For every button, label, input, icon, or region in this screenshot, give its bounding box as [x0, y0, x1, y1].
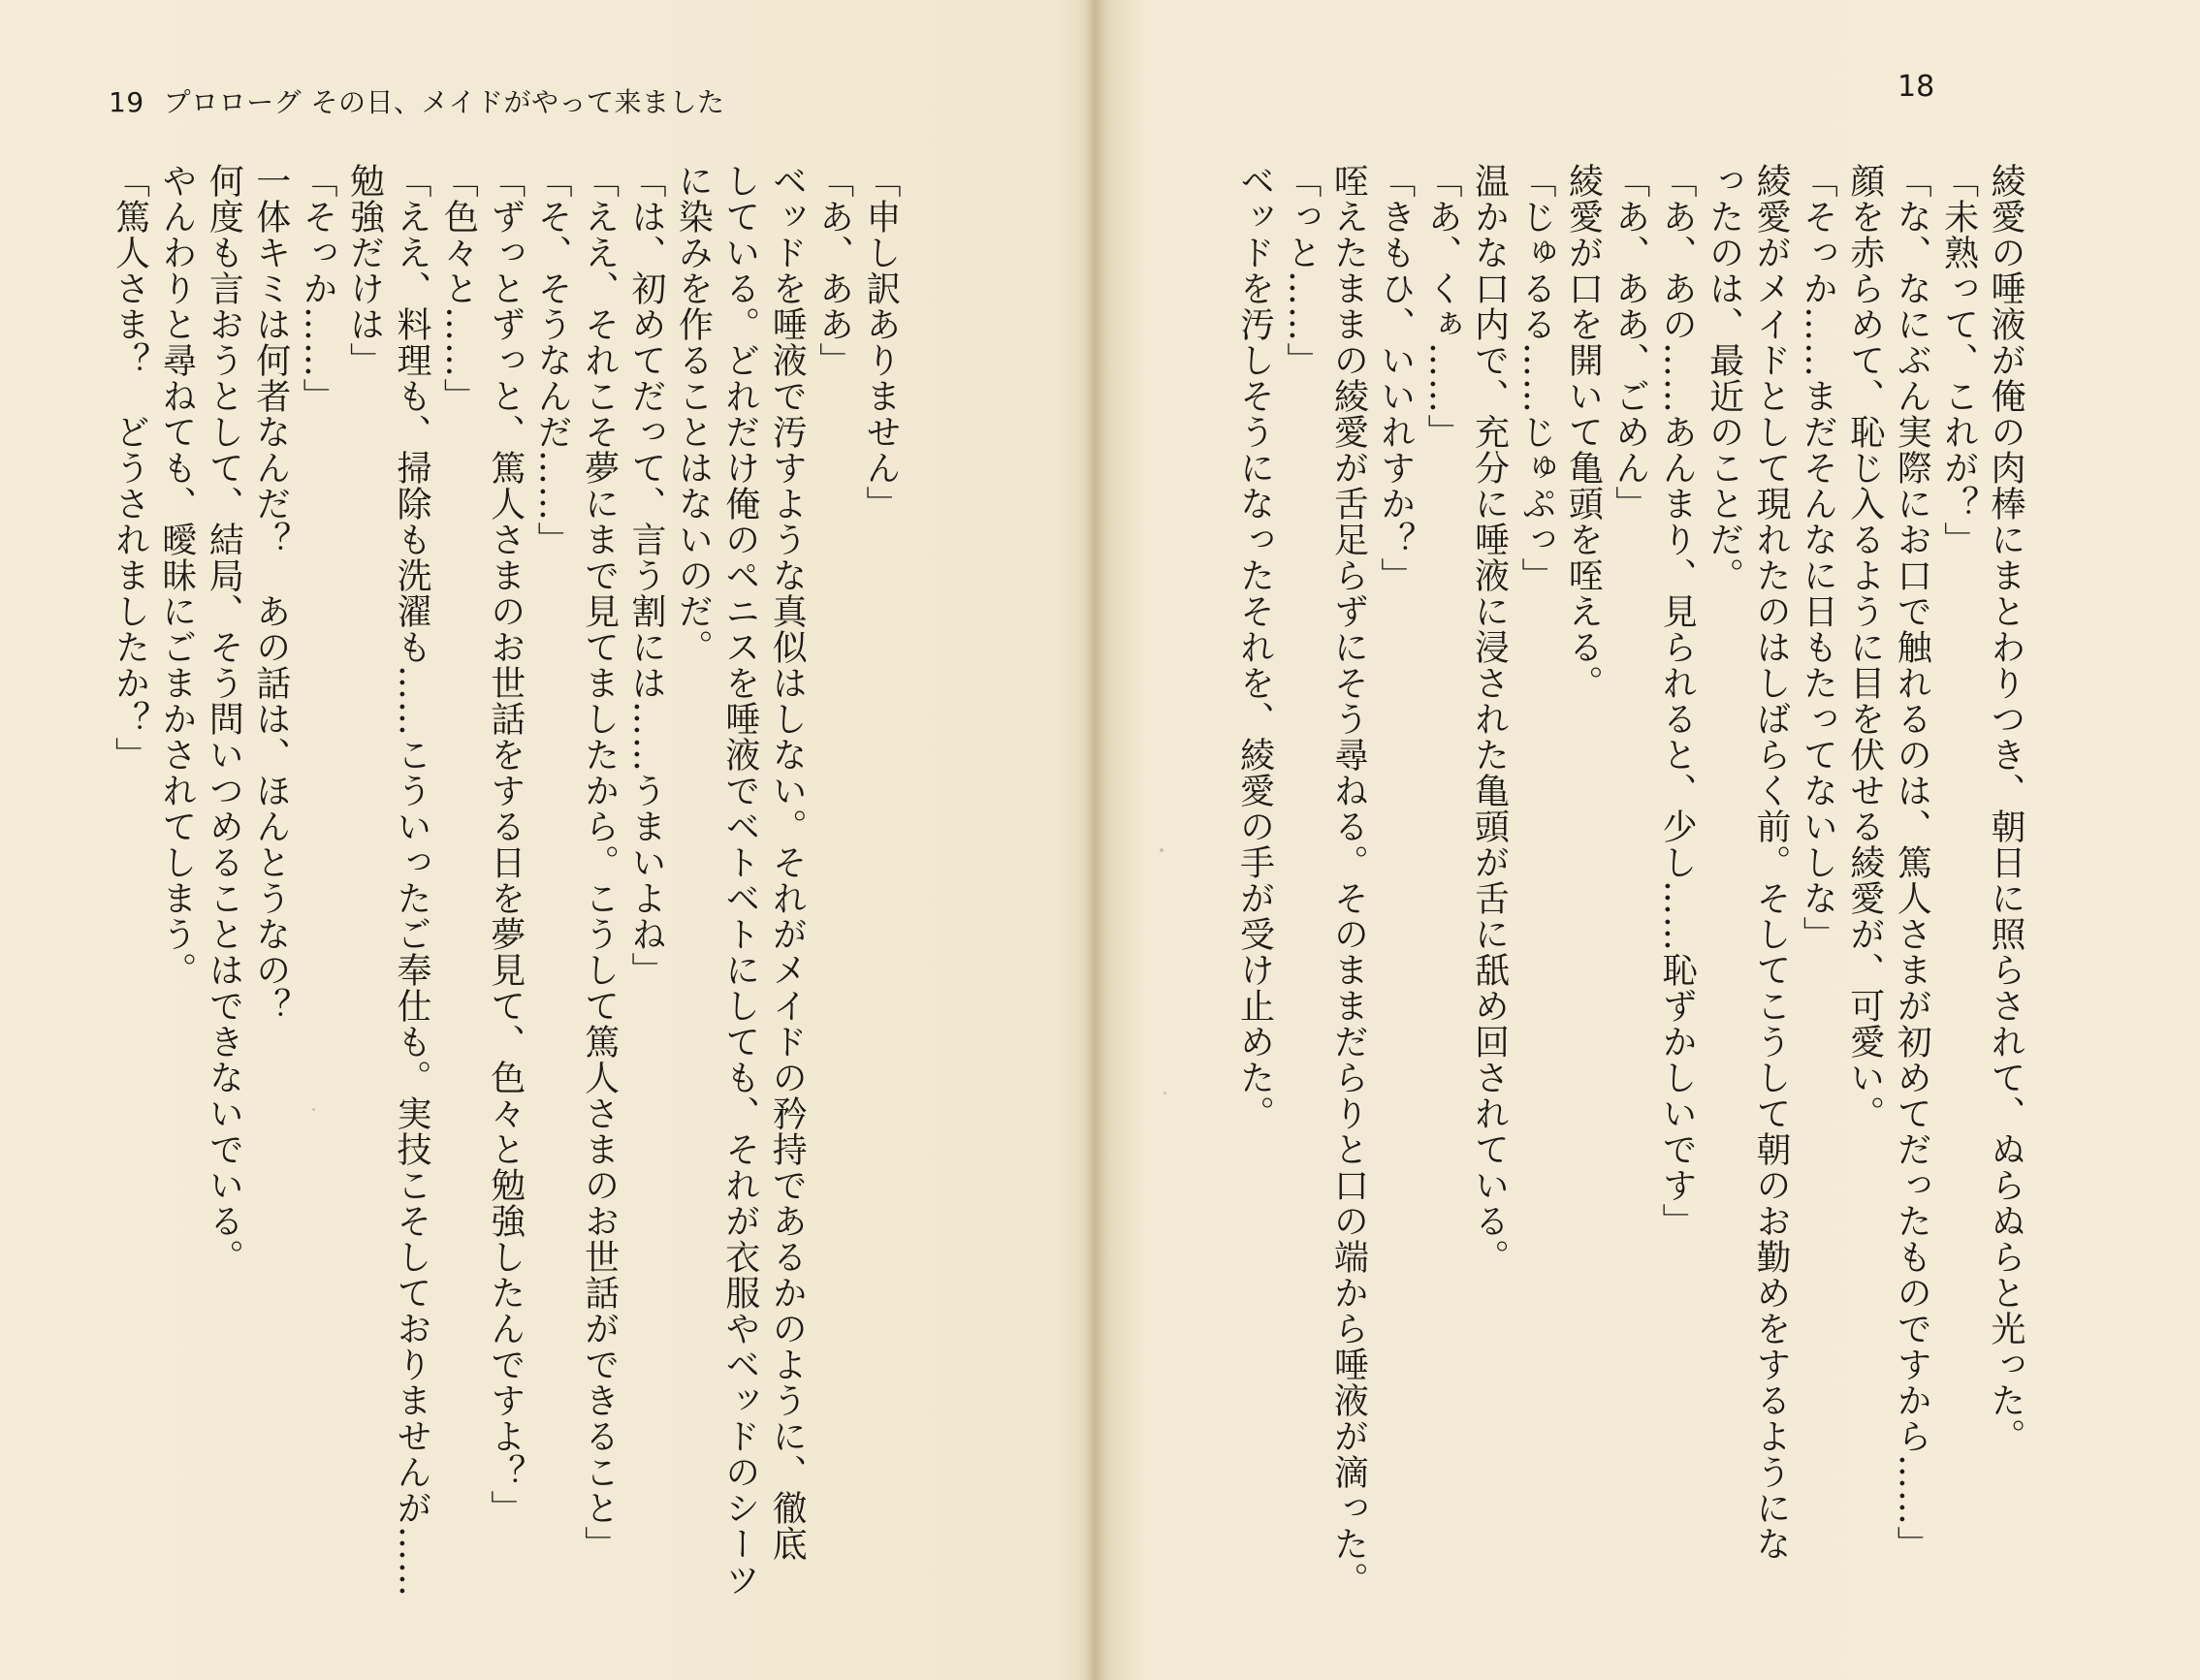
text-line: やんわりと尋ねても、曖昧にごまかされてしまう。 [156, 163, 197, 988]
text-line: 咥えたままの綾愛が舌足らずにそう尋ねる。そのままだらりと口の端から唾液が滴った。 [1328, 163, 1369, 1598]
text-line: に染みを作ることはないのだ。 [673, 163, 714, 665]
paper-speck [1765, 1134, 1767, 1136]
right-page-number: 18 [1897, 70, 1935, 104]
left-page-number: 19 [109, 86, 144, 118]
text-line: ベッドを唾液で汚すような真似はしない。それがメイドの矜持であるかのように、徹底 [767, 163, 808, 1562]
text-line: 「そっか……」 [298, 163, 338, 414]
text-line: ベッドを汚しそうになったそれを、綾愛の手が受け止めた。 [1234, 163, 1275, 1131]
left-page-header [109, 81, 724, 120]
paper-speck [1164, 1092, 1166, 1094]
text-line: 「あ、ああ、ごめん」 [1610, 163, 1650, 522]
text-line: 「あ、ああ」 [813, 163, 854, 378]
text-line: 温かな口内で、充分に唾液に浸された亀頭が舌に舐め回されている。 [1469, 163, 1510, 1275]
text-line: 「申し訳ありません」 [861, 163, 901, 522]
text-line: 「篤人さま？ どうされましたか？」 [110, 163, 150, 773]
text-line: 「そっか……まだそんなに日もたってないしな」 [1798, 163, 1838, 952]
text-line: 「ずっとずっと、篤人さまのお世話をする日を夢見て、色々と勉強したんですよ？」 [485, 163, 526, 1526]
text-line: 「じゅるる……じゅぷっ」 [1515, 163, 1556, 593]
text-line: 綾愛がメイドとして現れたのはしばらく前。そしてこうして朝のお勤めをするようにな [1750, 163, 1791, 1562]
text-line: している。どれだけ俺のペニスを唾液でベトベトにしても、それが衣服やベッドのシーツ [719, 163, 760, 1598]
text-line: 「ええ、料理も、掃除も洗濯も……こういったご奉仕も。実技こそしておりませんが…… [391, 163, 431, 1598]
text-line: 勉強だけは」 [344, 163, 385, 378]
right-page-text [1175, 163, 2028, 1617]
text-line: 綾愛が口を開いて亀頭を咥える。 [1563, 163, 1604, 701]
text-line: 何度も言おうとして、結局、そう問いつめることはできないでいる。 [204, 163, 244, 1275]
text-line: ったのは、最近のことだ。 [1704, 163, 1744, 593]
running-title: プロローグ その日、メイドがやって来ました [163, 86, 725, 118]
text-line: 「あ、くぁ……」 [1422, 163, 1463, 450]
paper-speck [1160, 848, 1164, 852]
text-line: 「きもひ、いいれすか？」 [1375, 163, 1416, 593]
text-line: 一体キミは何者なんだ？ あの話は、ほんとうなの？ [250, 163, 291, 1024]
text-line: 綾愛の唾液が俺の肉棒にまとわりつき、朝日に照らされて、ぬらぬらと光った。 [1986, 163, 2025, 1454]
text-line: 「未熟って、これが？」 [1938, 163, 1979, 557]
text-line: 「そ、そうなんだ……」 [532, 163, 573, 557]
left-page-text [99, 163, 904, 1617]
text-line: 「っと……」 [1281, 163, 1322, 378]
text-line: 「あ、あの……あんまり、見られると、少し……恥ずかしいです」 [1657, 163, 1698, 1239]
text-line: 「な、なにぶん実際にお口で触れるのは、篤人さまが初めてだったものですから……」 [1892, 163, 1932, 1562]
text-line: 「は、初めてだって、言う割には……うまいよね」 [625, 163, 666, 988]
text-line: 「ええ、それこそ夢にまで見てましたから。こうして篤人さまのお世話ができること」 [579, 163, 620, 1562]
text-line: 顔を赤らめて、恥じ入るように目を伏せる綾愛が、可愛い。 [1844, 163, 1885, 1131]
paper-speck [312, 1108, 315, 1111]
text-line: 「色々と……」 [438, 163, 479, 414]
